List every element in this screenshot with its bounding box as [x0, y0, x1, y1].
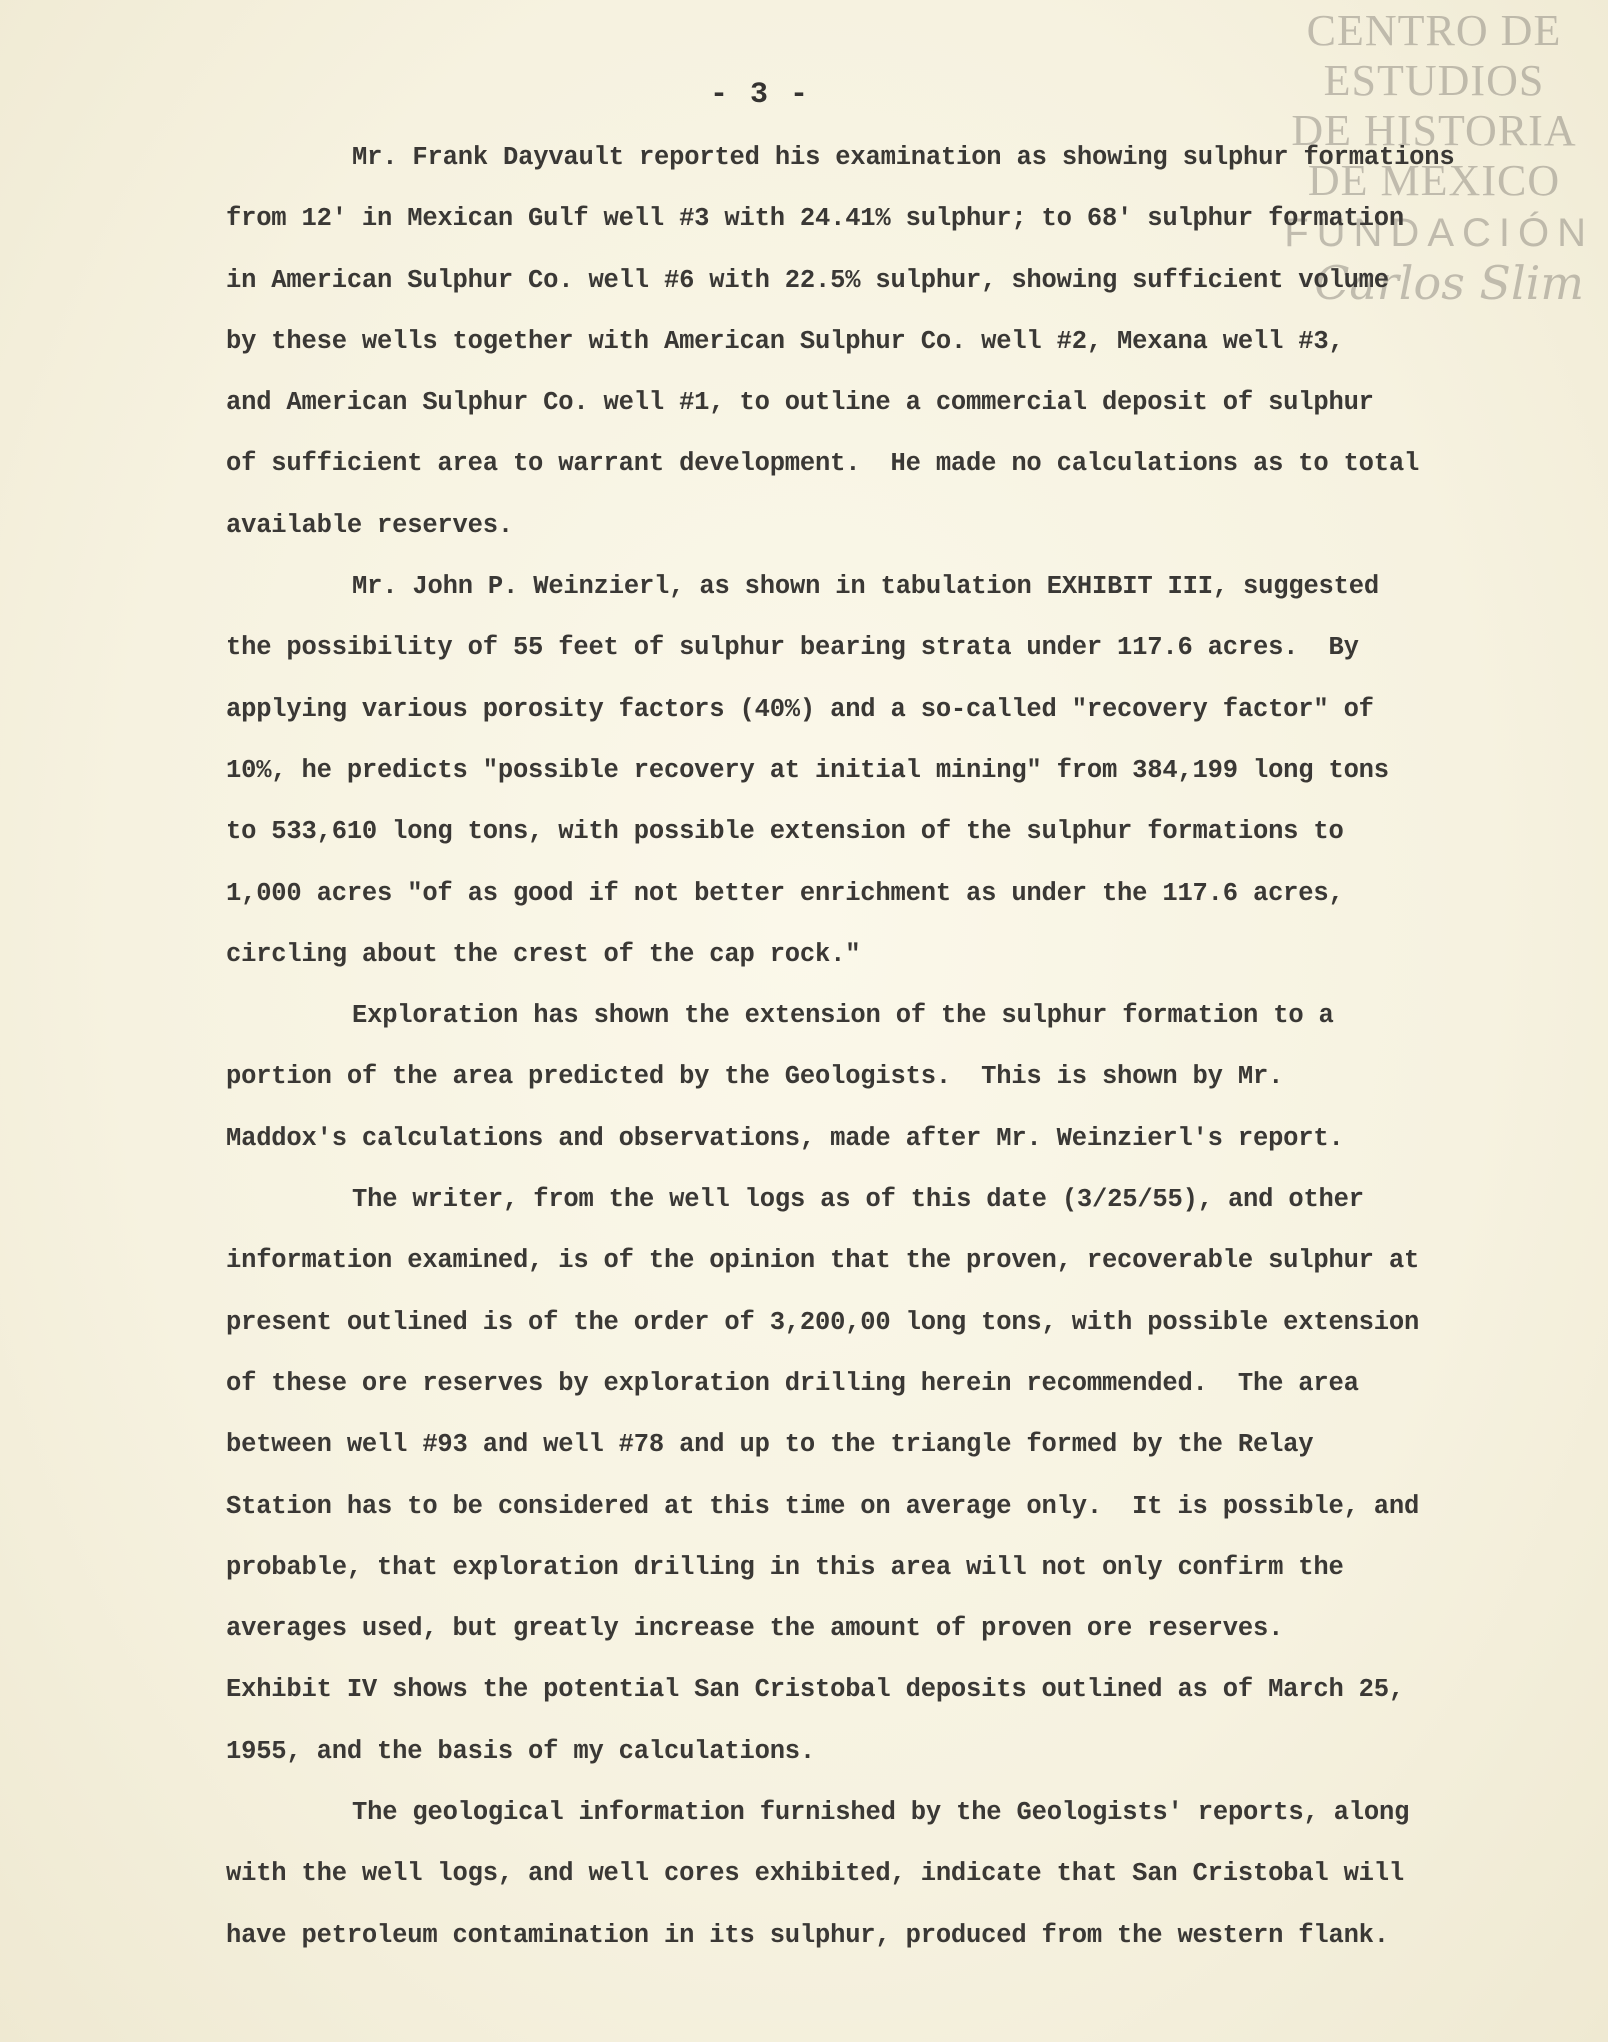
- paragraph-4-line-2: information examined, is of the opinion that the proven, recoverable sulphur at: [226, 1246, 1420, 1276]
- paragraph-5-line-2: with the well logs, and well cores exhibited, indicate that San Cristobal will: [226, 1859, 1404, 1889]
- paragraph-2-line-2: the possibility of 55 feet of sulphur bearing strata under 117.6 acres. By: [226, 633, 1359, 663]
- paragraph-2-line-4: 10%, he predicts "possible recovery at initial mining" from 384,199 long tons: [226, 755, 1389, 785]
- paragraph-3-line-3: Maddox's calculations and observations, made after Mr. Weinzierl's report.: [226, 1123, 1344, 1153]
- watermark-line-4: DE MEXICO: [1307, 156, 1561, 205]
- paragraph-5-line-1: The geological information furnished by the Geologists' reports, along: [352, 1798, 1410, 1828]
- paragraph-4-line-3: present outlined is of the order of 3,200,00 long tons, with possible extension: [226, 1307, 1420, 1337]
- paragraph-2-line-7: circling about the crest of the cap rock.": [226, 939, 861, 969]
- paragraph-3-line-1: Exploration has shown the extension of the sulphur formation to a: [352, 1001, 1334, 1031]
- paragraph-3-line-2: portion of the area predicted by the Geologists. This is shown by Mr.: [226, 1062, 1284, 1092]
- paragraph-4-line-10: 1955, and the basis of my calculations.: [226, 1736, 815, 1766]
- paragraph-4-line-5: between well #93 and well #78 and up to the triangle formed by the Relay: [226, 1430, 1314, 1460]
- paragraph-5-line-3: have petroleum contamination in its sulphur, produced from the western flank.: [226, 1920, 1389, 1950]
- paragraph-4-line-4: of these ore reserves by exploration drilling herein recommended. The area: [226, 1368, 1359, 1398]
- paragraph-2-line-5: to 533,610 long tons, with possible extension of the sulphur formations to: [226, 817, 1344, 847]
- paragraph-4-line-6: Station has to be considered at this time on average only. It is possible, and: [226, 1491, 1420, 1521]
- paragraph-1-line-2: from 12' in Mexican Gulf well #3 with 24.41% sulphur; to 68' sulphur formation: [226, 204, 1404, 234]
- watermark-signature: Carlos Slim: [1314, 256, 1584, 310]
- paragraph-1-line-6: of sufficient area to warrant development. He made no calculations as to total: [226, 449, 1420, 479]
- typewritten-body: [226, 138, 1516, 1977]
- paragraph-1-line-3: in American Sulphur Co. well #6 with 22.5% sulphur, showing sufficient volume: [226, 265, 1389, 295]
- paragraph-4-line-7: probable, that exploration drilling in this area will not only confirm the: [226, 1552, 1344, 1582]
- page-number: - 3 -: [709, 78, 810, 112]
- watermark-foundation: FUNDACIÓN: [1284, 211, 1594, 255]
- watermark-line-1: CENTRO DE: [1306, 6, 1562, 55]
- paragraph-1-line-7: available reserves.: [226, 510, 513, 540]
- paragraph-4-line-9: Exhibit IV shows the potential San Cristobal deposits outlined as of March 25,: [226, 1675, 1404, 1705]
- paragraph-2-line-3: applying various porosity factors (40%) and a so-called "recovery factor" of: [226, 694, 1374, 724]
- paragraph-2-line-6: 1,000 acres "of as good if not better enrichment as under the 117.6 acres,: [226, 878, 1344, 908]
- paragraph-2-line-1: Mr. John P. Weinzierl, as shown in tabulation EXHIBIT III, suggested: [352, 572, 1379, 602]
- paragraph-4-line-1: The writer, from the well logs as of this date (3/25/55), and other: [352, 1185, 1364, 1215]
- paragraph-4-line-8: averages used, but greatly increase the amount of proven ore reserves.: [226, 1614, 1284, 1644]
- paragraph-1-line-5: and American Sulphur Co. well #1, to outline a commercial deposit of sulphur: [226, 388, 1374, 418]
- watermark-line-2: ESTUDIOS: [1323, 56, 1545, 105]
- watermark-line-3: DE HISTORIA: [1291, 106, 1577, 155]
- paragraph-1-line-1: Mr. Frank Dayvault reported his examination as showing sulphur formations: [352, 143, 1455, 172]
- paragraph-1-line-4: by these wells together with American Sulphur Co. well #2, Mexana well #3,: [226, 326, 1344, 356]
